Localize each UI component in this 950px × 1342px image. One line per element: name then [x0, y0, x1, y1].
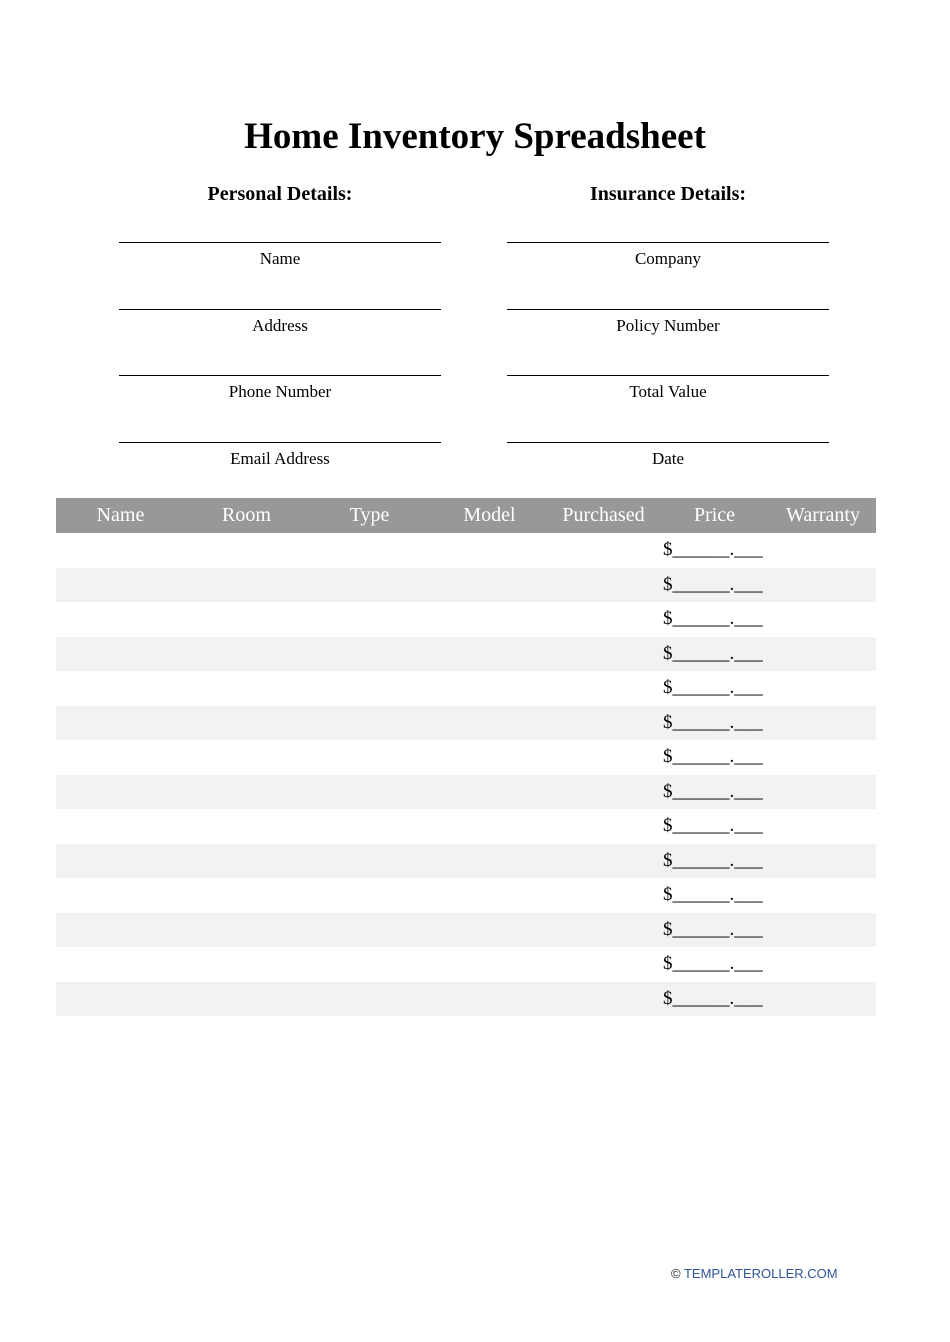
type-cell[interactable] [308, 775, 431, 810]
model-cell[interactable] [431, 671, 548, 706]
warranty-cell[interactable] [770, 706, 876, 741]
room-cell[interactable] [185, 602, 308, 637]
model-cell[interactable] [431, 637, 548, 672]
insurance-company-field[interactable] [507, 242, 829, 309]
table-row [56, 533, 876, 568]
price-cell[interactable]: $______.___ [659, 775, 770, 810]
field-label: Address [252, 315, 308, 335]
purchased-cell[interactable] [548, 982, 659, 1017]
purchased-cell[interactable] [548, 913, 659, 948]
price-cell[interactable]: $______.___ [659, 947, 770, 982]
type-cell[interactable] [308, 809, 431, 844]
room-cell[interactable] [185, 982, 308, 1017]
type-cell[interactable] [308, 844, 431, 879]
name-cell[interactable] [56, 706, 185, 741]
signature-line [119, 309, 441, 310]
field-label: Company [634, 249, 702, 268]
purchased-cell[interactable] [548, 671, 659, 706]
personal-address-field[interactable] [119, 309, 441, 376]
warranty-cell[interactable] [770, 602, 876, 637]
footer-credit [671, 1266, 838, 1281]
type-cell[interactable] [308, 706, 431, 741]
name-cell[interactable] [56, 947, 185, 982]
column-header-name: Name [56, 498, 185, 533]
purchased-cell[interactable] [548, 568, 659, 603]
field-label: Email Address [230, 448, 330, 468]
table-row [56, 637, 876, 672]
type-cell[interactable] [308, 637, 431, 672]
insurance-total-value-field[interactable] [507, 375, 829, 442]
purchased-cell[interactable] [548, 740, 659, 775]
name-cell[interactable] [56, 809, 185, 844]
room-cell[interactable] [185, 775, 308, 810]
type-cell[interactable] [308, 982, 431, 1017]
field-label: Date [651, 448, 685, 468]
insurance-policy-field[interactable] [507, 309, 829, 376]
room-cell[interactable] [185, 671, 308, 706]
copyright-symbol: © [671, 1266, 681, 1281]
type-cell[interactable] [308, 602, 431, 637]
model-cell[interactable] [431, 706, 548, 741]
field-label: Total Value [629, 382, 707, 401]
warranty-cell[interactable] [770, 913, 876, 948]
column-header-purchased: Purchased [548, 498, 659, 533]
warranty-cell[interactable] [770, 637, 876, 672]
column-header-model: Model [431, 498, 548, 533]
room-cell[interactable] [185, 913, 308, 948]
model-cell[interactable] [431, 878, 548, 913]
personal-phone-field[interactable] [119, 375, 441, 442]
type-cell[interactable] [308, 878, 431, 913]
name-cell[interactable] [56, 982, 185, 1017]
purchased-cell[interactable] [548, 637, 659, 672]
insurance-details-heading: Insurance Details: [589, 183, 747, 205]
warranty-cell[interactable] [770, 740, 876, 775]
room-cell[interactable] [185, 844, 308, 879]
purchased-cell[interactable] [548, 775, 659, 810]
price-cell[interactable]: $______.___ [659, 568, 770, 603]
price-cell[interactable]: $______.___ [659, 982, 770, 1017]
warranty-cell[interactable] [770, 671, 876, 706]
warranty-cell[interactable] [770, 878, 876, 913]
page-title: Home Inventory Spreadsheet [244, 116, 706, 157]
table-row [56, 947, 876, 982]
type-cell[interactable] [308, 740, 431, 775]
warranty-cell[interactable] [770, 775, 876, 810]
personal-details-heading: Personal Details: [207, 183, 353, 205]
purchased-cell[interactable] [548, 878, 659, 913]
name-cell[interactable] [56, 671, 185, 706]
type-cell[interactable] [308, 947, 431, 982]
name-cell[interactable] [56, 878, 185, 913]
column-header-type: Type [308, 498, 431, 533]
type-cell[interactable] [308, 671, 431, 706]
field-label: Policy Number [616, 315, 720, 335]
table-row [56, 913, 876, 948]
model-cell[interactable] [431, 602, 548, 637]
warranty-cell[interactable] [770, 844, 876, 879]
type-cell[interactable] [308, 533, 431, 568]
insurance-details-section [507, 180, 829, 508]
table-row [56, 740, 876, 775]
name-cell[interactable] [56, 637, 185, 672]
signature-line [119, 442, 441, 443]
name-cell[interactable] [56, 533, 185, 568]
table-header-row [56, 498, 876, 533]
purchased-cell[interactable] [548, 844, 659, 879]
price-cell[interactable]: $______.___ [659, 671, 770, 706]
room-cell[interactable] [185, 706, 308, 741]
room-cell[interactable] [185, 637, 308, 672]
model-cell[interactable] [431, 568, 548, 603]
purchased-cell[interactable] [548, 809, 659, 844]
signature-line [119, 242, 441, 243]
type-cell[interactable] [308, 913, 431, 948]
column-header-room: Room [185, 498, 308, 533]
room-cell[interactable] [185, 568, 308, 603]
name-cell[interactable] [56, 844, 185, 879]
purchased-cell[interactable] [548, 706, 659, 741]
price-cell[interactable]: $______.___ [659, 878, 770, 913]
model-cell[interactable] [431, 913, 548, 948]
price-cell[interactable]: $______.___ [659, 637, 770, 672]
room-cell[interactable] [185, 878, 308, 913]
model-cell[interactable] [431, 947, 548, 982]
warranty-cell[interactable] [770, 947, 876, 982]
table-row [56, 706, 876, 741]
field-label: Name [259, 249, 301, 268]
signature-line [507, 375, 829, 376]
price-cell[interactable]: $______.___ [659, 533, 770, 568]
table-row [56, 982, 876, 1017]
name-cell[interactable] [56, 775, 185, 810]
name-cell[interactable] [56, 568, 185, 603]
price-cell[interactable]: $______.___ [659, 706, 770, 741]
personal-details-section [119, 180, 441, 508]
personal-name-field[interactable] [119, 242, 441, 309]
warranty-cell[interactable] [770, 809, 876, 844]
table-row [56, 568, 876, 603]
field-label: Phone Number [228, 382, 332, 401]
table-row [56, 671, 876, 706]
model-cell[interactable] [431, 740, 548, 775]
name-cell[interactable] [56, 913, 185, 948]
room-cell[interactable] [185, 947, 308, 982]
templateroller-link[interactable]: TEMPLATEROLLER.COM [683, 1266, 838, 1281]
purchased-cell[interactable] [548, 947, 659, 982]
model-cell[interactable] [431, 775, 548, 810]
inventory-table [56, 498, 876, 1016]
room-cell[interactable] [185, 740, 308, 775]
room-cell[interactable] [185, 533, 308, 568]
warranty-cell[interactable] [770, 982, 876, 1017]
table-row [56, 878, 876, 913]
table-row [56, 809, 876, 844]
model-cell[interactable] [431, 982, 548, 1017]
table-row [56, 775, 876, 810]
signature-line [507, 242, 829, 243]
price-cell[interactable]: $______.___ [659, 844, 770, 879]
name-cell[interactable] [56, 740, 185, 775]
room-cell[interactable] [185, 809, 308, 844]
model-cell[interactable] [431, 809, 548, 844]
signature-line [119, 375, 441, 376]
signature-line [507, 442, 829, 443]
price-cell[interactable]: $______.___ [659, 809, 770, 844]
warranty-cell[interactable] [770, 568, 876, 603]
table-row [56, 844, 876, 879]
inventory-table-body [56, 533, 876, 1016]
column-header-price: Price [659, 498, 770, 533]
purchased-cell[interactable] [548, 533, 659, 568]
purchased-cell[interactable] [548, 602, 659, 637]
name-cell[interactable] [56, 602, 185, 637]
signature-line [507, 309, 829, 310]
price-cell[interactable]: $______.___ [659, 913, 770, 948]
price-cell[interactable]: $______.___ [659, 740, 770, 775]
warranty-cell[interactable] [770, 533, 876, 568]
column-header-warranty: Warranty [770, 498, 876, 533]
model-cell[interactable] [431, 533, 548, 568]
type-cell[interactable] [308, 568, 431, 603]
price-cell[interactable]: $______.___ [659, 602, 770, 637]
table-row [56, 602, 876, 637]
model-cell[interactable] [431, 844, 548, 879]
